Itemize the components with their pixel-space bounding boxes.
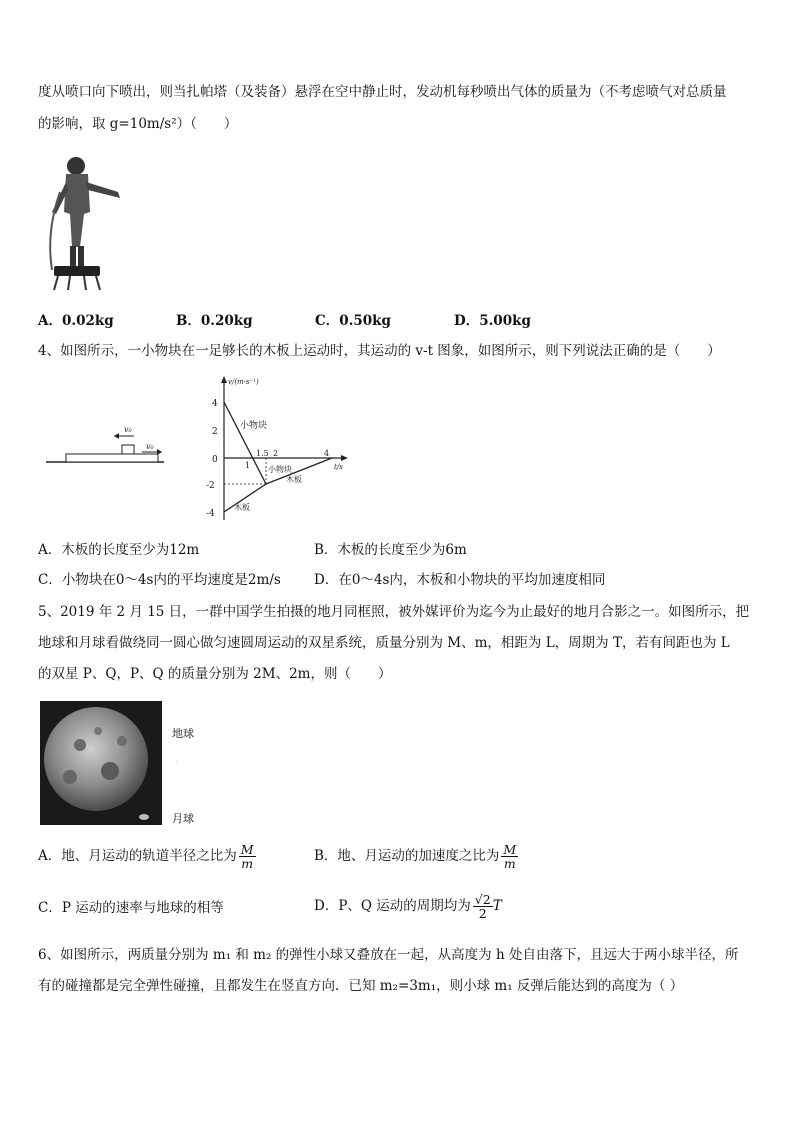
q5-option-b-text: B．地、月运动的加速度之比为 (314, 848, 500, 864)
vt-xtick-2: 2 (273, 449, 279, 458)
vt-ytick-0: 0 (212, 455, 218, 465)
vt-xtick-1: 1 (245, 461, 251, 470)
vt-label-block-mid: 小物块 (268, 465, 292, 474)
vt-ylabel: v/(m·s⁻¹) (228, 378, 259, 386)
fraction-sqrt2-over-2 (473, 893, 493, 920)
q3-option-a[interactable]: A．0.02kg (38, 313, 114, 329)
v0-block-label: v₀ (124, 425, 132, 434)
q5-option-d[interactable] (314, 893, 502, 920)
fraction-denominator: m (503, 856, 516, 871)
q5-option-c[interactable]: C．P 运动的速率与地球的相等 (38, 900, 224, 916)
q5-option-b[interactable] (314, 843, 518, 870)
fraction-M-over-m-a (239, 843, 256, 870)
vt-ytick-2: 2 (212, 427, 218, 437)
fraction-denominator: m (241, 856, 254, 871)
q3-stem-line2: 的影响，取 g=10m/s²）（ ） (38, 116, 238, 132)
fraction-denominator: 2 (478, 906, 487, 921)
vt-label-board-mid: 木板 (286, 475, 302, 484)
period-T: T (492, 898, 502, 914)
fraction-numerator: M (240, 842, 254, 857)
moon-label: 月球 (172, 812, 194, 825)
earth-moon-photo-art (40, 701, 162, 825)
q5-stem-line1: 5、2019 年 2 月 15 日，一群中国学生拍摄的地月同框照，被外媒评价为迄今为止最好的地月合影之一。如图所示，把 (38, 604, 750, 620)
vt-ytick-neg4: -4 (206, 509, 215, 519)
q4-option-c[interactable]: C．小物块在0～4s内的平均速度是2m/s (38, 572, 281, 588)
q5-stem-line2: 地球和月球看做绕同一圆心做匀速圆周运动的双星系统，质量分别为 M、m，相距为 L，周期为 T，若有间距也为 L (38, 635, 730, 651)
vt-ytick-neg2: -2 (206, 481, 215, 491)
fraction-numerator: √2 (474, 892, 491, 907)
vt-graph (200, 372, 350, 524)
q5-stem-line3: 的双星 P、Q，P、Q 的质量分别为 2M、2m，则（ ） (38, 666, 392, 682)
photo-dot: · (176, 758, 179, 768)
q5-option-a[interactable] (38, 843, 256, 870)
q4-option-b[interactable]: B．木板的长度至少为6m (314, 542, 467, 558)
board-block-figure (46, 420, 166, 468)
earth-label: 地球 (172, 727, 194, 740)
flyboard-photo (40, 152, 130, 292)
fraction-numerator: M (503, 842, 517, 857)
q4-option-a[interactable]: A．木板的长度至少为12m (38, 542, 200, 558)
q6-stem-line2: 有的碰撞都是完全弹性碰撞，且都发生在竖直方向．已知 m₂=3m₁，则小球 m₁ 反弹后能达到的高度为（ ） (38, 978, 684, 994)
q4-stem: 4、如图所示，一小物块在一足够长的木板上运动时，其运动的 v-t 图象，如图所示，则下列说法正确的是（ ） (38, 343, 721, 359)
q3-option-d[interactable]: D．5.00kg (454, 313, 531, 329)
fraction-M-over-m-b (501, 843, 518, 870)
vt-xlabel: t/s (334, 463, 343, 471)
vt-ytick-4: 4 (212, 399, 218, 409)
q5-option-a-text: A．地、月运动的轨道半径之比为 (38, 848, 237, 864)
vt-xtick-4: 4 (324, 449, 330, 458)
q5-option-d-text: D．P、Q 运动的周期均为 (314, 898, 471, 914)
q3-option-c[interactable]: C．0.50kg (315, 313, 391, 329)
v0-board-label: v₀ (146, 442, 154, 451)
vt-label-board-bottom: 木板 (234, 503, 250, 512)
q6-stem-line1: 6、如图所示，两质量分别为 m₁ 和 m₂ 的弹性小球又叠放在一起，从高度为 h 处自由落下，且远大于两小球半径，所 (38, 947, 739, 963)
vt-label-block-top: 小物块 (240, 421, 268, 431)
earth-moon-photo (40, 701, 162, 825)
q3-stem-line1: 度从喷口向下喷出，则当扎帕塔（及装备）悬浮在空中静止时，发动机每秒喷出气体的质量为（不考虑喷气对总质量 (38, 84, 727, 100)
q3-option-b[interactable]: B．0.20kg (176, 313, 253, 329)
q4-option-d[interactable]: D．在0～4s内，木板和小物块的平均加速度相同 (314, 572, 606, 588)
vt-xtick-1-5: 1.5 (256, 449, 269, 458)
